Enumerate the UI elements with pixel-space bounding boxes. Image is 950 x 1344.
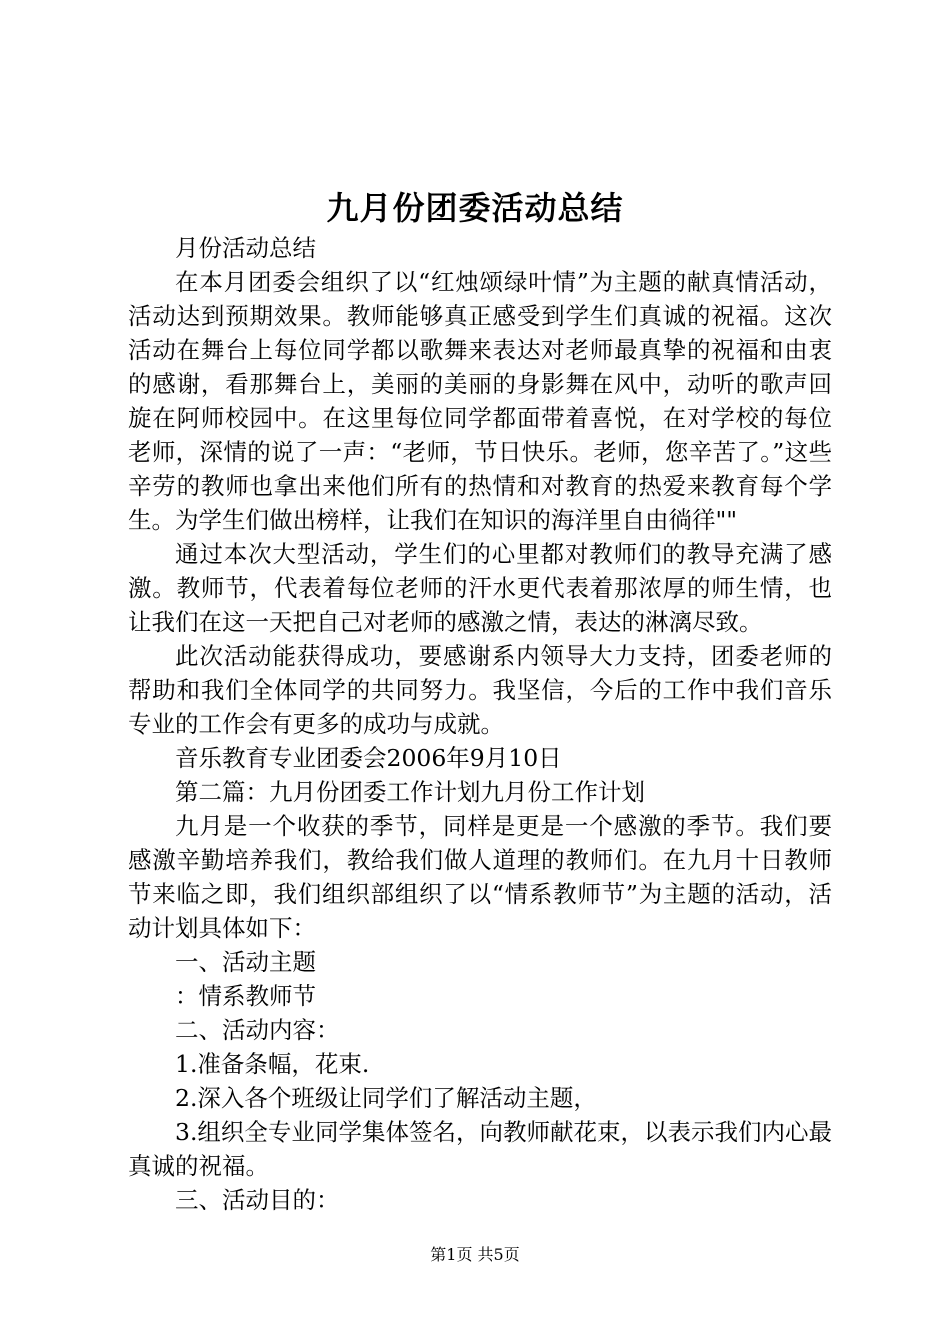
paragraph: ：情系教师节 <box>175 982 316 1010</box>
paragraph: 第二篇：九月份团委工作计划九月份工作计划 <box>175 778 645 806</box>
paragraph: 一、活动主题 <box>175 948 316 976</box>
paragraph: 通过本次大型活动，学生们的心里都对教师们的教导充满了感激。教师节，代表着每位老师的汗水更代表着那浓厚的师生情，也让我们在这一天把自己对老师的感激之情，表达的淋漓尽致。 <box>128 540 832 636</box>
paragraph: 三、活动目的： <box>175 1186 340 1214</box>
document-title: 九月份团委活动总结 <box>326 189 624 227</box>
document-body <box>128 231 832 1217</box>
paragraph: 在本月团委会组织了以“红烛颂绿叶情”为主题的献真情活动，活动达到预期效果。教师能够真正感受到学生们真诚的祝福。这次活动在舞台上每位同学都以歌舞来表达对老师最真挚的祝福和由衷的感谢，看那舞台上，美丽的美丽的身影舞在风中，动听的歌声回旋在阿师校园中。在这里每位同学都面带着喜悦，在对学校的每位老师，深情的说了一声：“老师，节日快乐。老师，您辛苦了。”这些辛劳的教师也拿出来他们所有的热情和对教育的热爱来教育每个学生。为学生们做出榜样，让我们在知识的海洋里自由徜徉"" <box>128 268 832 534</box>
paragraph: 九月是一个收获的季节，同样是更是一个感激的季节。我们要感激辛勤培养我们，教给我们做人道理的教师们。在九月十日教师节来临之即，我们组织部组织了以“情系教师节”为主题的活动，活动计划具体如下： <box>128 812 832 942</box>
paragraph: 二、活动内容： <box>175 1016 340 1044</box>
paragraph: 音乐教育专业团委会2006年9月10日 <box>175 744 562 772</box>
paragraph: 2.深入各个班级让同学们了解活动主题， <box>175 1084 597 1112</box>
paragraph: 月份活动总结 <box>175 234 316 262</box>
page-footer: 第1页 共5页 <box>430 1245 520 1264</box>
paragraph: 1.准备条幅，花束. <box>175 1050 370 1078</box>
paragraph: 3.组织全专业同学集体签名，向教师献花束，以表示我们内心最真诚的祝福。 <box>128 1118 832 1180</box>
paragraph: 此次活动能获得成功，要感谢系内领导大力支持，团委老师的帮助和我们全体同学的共同努力。我坚信，今后的工作中我们音乐专业的工作会有更多的成功与成就。 <box>128 642 832 738</box>
